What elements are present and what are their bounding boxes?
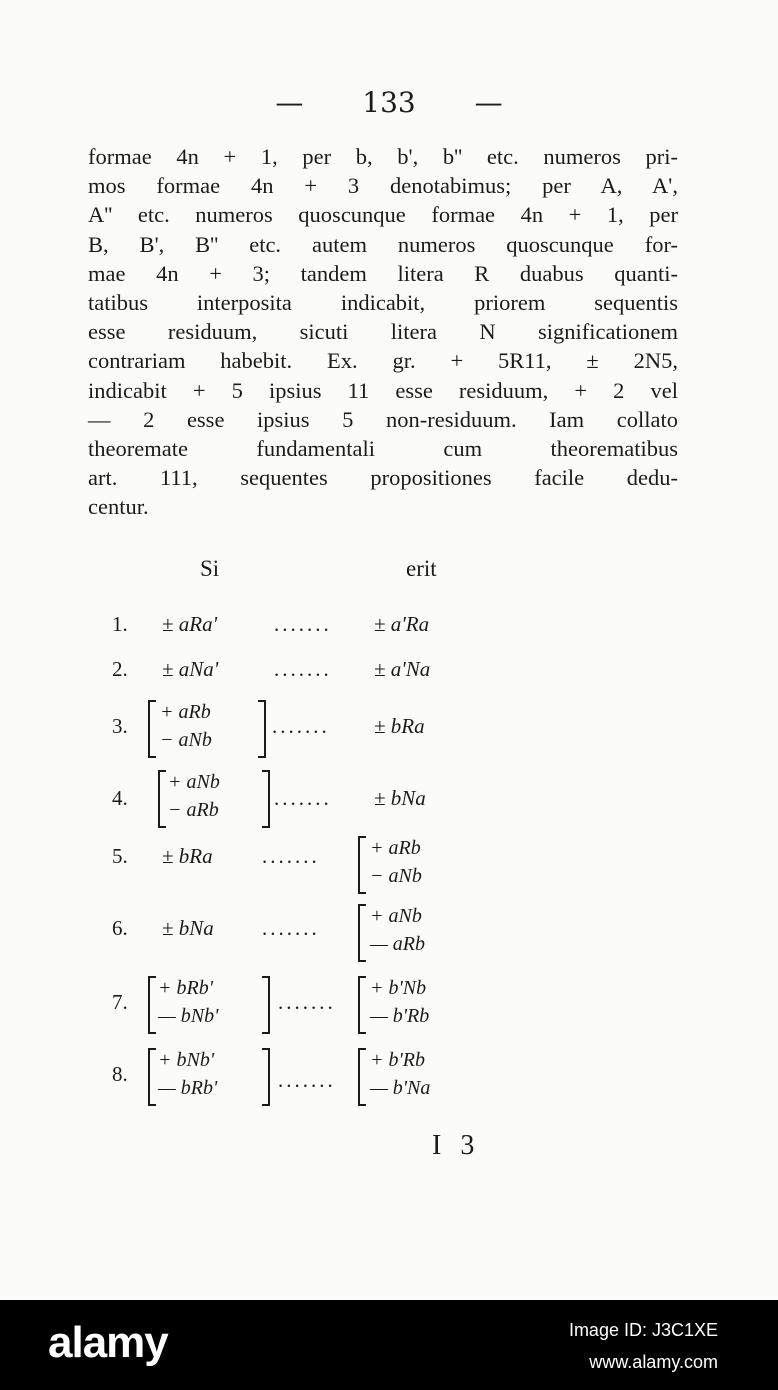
row-conclusion: + aRb bbox=[370, 837, 421, 859]
page-number: 133 bbox=[362, 86, 416, 119]
row-condition: − aRb bbox=[168, 799, 219, 821]
row-number: 6. bbox=[112, 916, 128, 940]
row-condition: ± aNa' bbox=[162, 657, 219, 681]
row-number: 7. bbox=[112, 990, 128, 1014]
leader-dots: ....... bbox=[262, 916, 320, 940]
column-header-si: Si bbox=[200, 556, 220, 581]
body-paragraph bbox=[88, 142, 678, 521]
row-conclusion: — aRb bbox=[370, 933, 425, 955]
row-condition: ± bRa bbox=[162, 844, 213, 868]
row-condition: − aNb bbox=[160, 729, 212, 751]
row-conclusion: − aNb bbox=[370, 865, 422, 887]
signature-mark: I 3 bbox=[432, 1130, 481, 1161]
row-number: 5. bbox=[112, 844, 128, 868]
row-condition: + bNb' bbox=[158, 1049, 215, 1071]
leader-dots: ....... bbox=[274, 612, 332, 636]
body-line: A'' etc. numeros quoscunque formae 4n + 1, per bbox=[88, 202, 678, 228]
header-dash-right: — bbox=[474, 86, 503, 119]
body-line: indicabit + 5 ipsius 11 esse residuum, + 2 vel bbox=[88, 377, 678, 403]
row-number: 2. bbox=[112, 657, 128, 681]
row-condition: + bRb' bbox=[158, 977, 213, 999]
row-number: 4. bbox=[112, 786, 128, 810]
body-line: theoremate fundamentali cum theorematibus bbox=[88, 435, 678, 461]
left-bracket bbox=[358, 836, 366, 894]
left-bracket bbox=[358, 1048, 366, 1106]
proposition-row bbox=[112, 700, 532, 760]
row-conclusion: + aNb bbox=[370, 905, 422, 927]
body-line: — 2 esse ipsius 5 non-residuum. Iam collato bbox=[88, 406, 678, 432]
proposition-row bbox=[112, 836, 532, 896]
row-condition: — bNb' bbox=[158, 1005, 219, 1027]
column-header-erit: erit bbox=[406, 556, 437, 581]
row-conclusion: — b'Na bbox=[370, 1077, 431, 1099]
body-line: art. 111, sequentes propositiones facile dedu- bbox=[88, 465, 678, 491]
row-conclusion: ± a'Na bbox=[374, 657, 431, 681]
row-conclusion: + b'Rb bbox=[370, 1049, 425, 1071]
body-line: contrariam habebit. Ex. gr. + 5R11, ± 2N5, bbox=[88, 348, 678, 374]
body-line: centur. bbox=[88, 494, 149, 520]
row-condition: — bRb' bbox=[158, 1077, 218, 1099]
right-bracket bbox=[262, 976, 270, 1034]
right-bracket bbox=[262, 770, 270, 828]
row-number: 1. bbox=[112, 612, 128, 636]
row-number: 3. bbox=[112, 714, 128, 738]
proposition-row bbox=[112, 1048, 532, 1108]
body-line: esse residuum, sicuti litera N significationem bbox=[88, 319, 678, 345]
left-bracket bbox=[148, 700, 156, 758]
leader-dots: ....... bbox=[278, 1068, 336, 1092]
row-conclusion: — b'Rb bbox=[370, 1005, 430, 1027]
row-condition: ± aRa' bbox=[162, 612, 218, 636]
row-conclusion: ± a'Ra bbox=[374, 612, 430, 636]
proposition-row bbox=[112, 770, 532, 830]
row-conclusion: + b'Nb bbox=[370, 977, 427, 999]
site-url[interactable]: www.alamy.com bbox=[589, 1352, 718, 1372]
proposition-row bbox=[112, 904, 532, 964]
left-bracket bbox=[358, 976, 366, 1034]
leader-dots: ....... bbox=[262, 844, 320, 868]
row-conclusion: ± bRa bbox=[374, 714, 425, 738]
right-bracket bbox=[258, 700, 266, 758]
row-condition: ± bNa bbox=[162, 916, 214, 940]
body-line: formae 4n + 1, per b, b', b'' etc. numeros pri- bbox=[88, 144, 678, 169]
leader-dots: ....... bbox=[274, 786, 332, 810]
row-condition: + aRb bbox=[160, 701, 211, 723]
proposition-row bbox=[112, 976, 532, 1036]
alamy-logo[interactable]: alamy bbox=[48, 1318, 168, 1367]
header-dash-left: — bbox=[275, 86, 304, 119]
body-line: mos formae 4n + 3 denotabimus; per A, A', bbox=[88, 173, 678, 199]
leader-dots: ....... bbox=[272, 714, 330, 738]
left-bracket bbox=[148, 976, 156, 1034]
leader-dots: ....... bbox=[278, 990, 336, 1014]
row-conclusion: ± bNa bbox=[374, 786, 426, 810]
image-id: Image ID: J3C1XE bbox=[568, 1320, 718, 1340]
body-line: tatibus interposita indicabit, priorem sequentis bbox=[88, 289, 678, 315]
left-bracket bbox=[158, 770, 166, 828]
right-bracket bbox=[262, 1048, 270, 1106]
left-bracket bbox=[358, 904, 366, 962]
body-line: mae 4n + 3; tandem litera R duabus quanti- bbox=[88, 260, 678, 286]
page-header bbox=[0, 86, 778, 119]
row-number: 8. bbox=[112, 1062, 128, 1086]
leader-dots: ....... bbox=[274, 657, 332, 681]
body-line: B, B', B'' etc. autem numeros quoscunque for- bbox=[88, 231, 678, 257]
row-condition: + aNb bbox=[168, 771, 220, 793]
left-bracket bbox=[148, 1048, 156, 1106]
watermark-footer bbox=[0, 1300, 778, 1390]
